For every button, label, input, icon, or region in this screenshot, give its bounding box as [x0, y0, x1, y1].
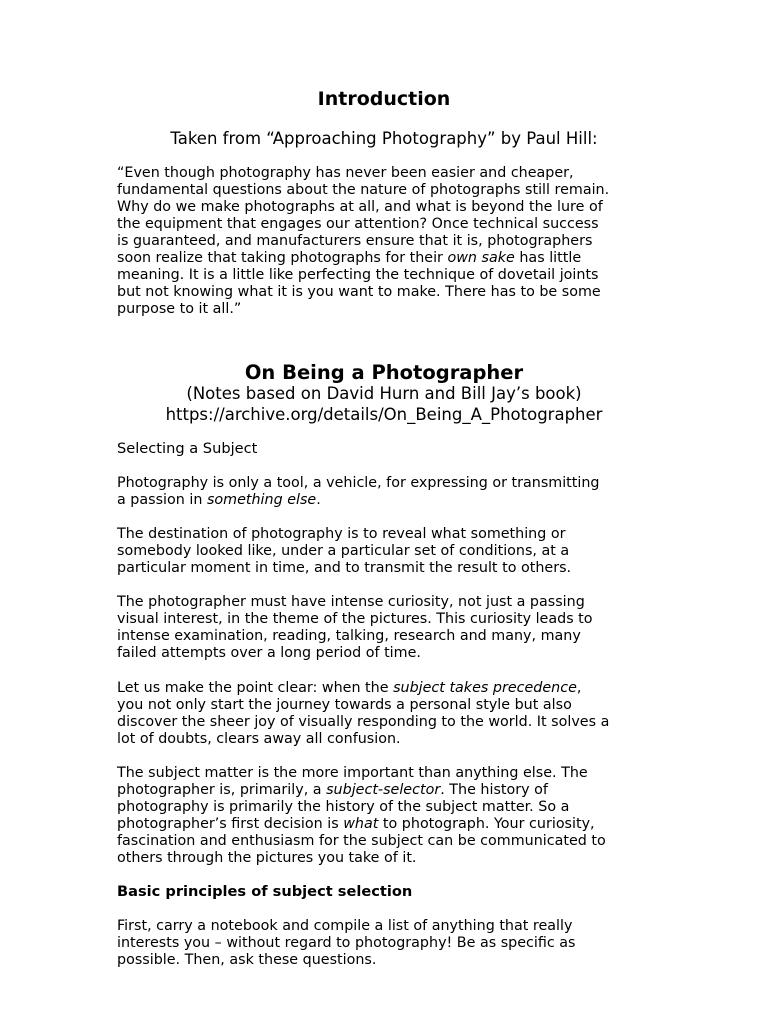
paragraph-line: you not only start the journey towards a personal style but also [117, 697, 572, 713]
paragraph-line: photography is primarily the history of the subject matter. So a [117, 799, 570, 815]
quote-text: has little [514, 250, 582, 266]
paragraph-line: The subject matter is the more important than anything else. The [117, 765, 588, 781]
paragraph-emphasis: subject takes precedence [393, 680, 577, 696]
quote-line: purpose to it all.” [117, 301, 242, 317]
introduction-heading: Introduction [317, 88, 451, 110]
paragraph-line: fascination and enthusiasm for the subject can be communicated to [117, 833, 606, 849]
paragraph-line: particular moment in time, and to transmit the result to others. [117, 560, 572, 576]
paragraph-text: Let us make the point clear: when the [117, 680, 394, 696]
quote-line: fundamental questions about the nature of photographs still remain. [117, 182, 610, 198]
paragraph-line: discover the sheer joy of visually responding to the world. It solves a [117, 714, 610, 730]
paragraph-line [117, 782, 606, 799]
quote-text: soon realize that taking photographs for their [117, 250, 448, 266]
paragraph-text: . The history of [440, 782, 548, 798]
quote-emphasis: own sake [447, 250, 515, 266]
quote-line: “Even though photography has never been easier and cheaper, [117, 165, 574, 181]
section-title: On Being a Photographer [244, 361, 524, 384]
paragraph-emphasis: what [343, 816, 379, 832]
paragraph-line: The destination of photography is to reveal what something or [117, 526, 566, 542]
paragraph-line: First, carry a notebook and compile a list of anything that really [117, 918, 573, 934]
section-notes: (Notes based on David Hurn and Bill Jay’s book) [186, 384, 582, 403]
paragraph-text: a passion in [117, 492, 207, 508]
paragraph-text: photographer is, primarily, a [117, 782, 327, 798]
paragraph-notebook [117, 918, 575, 969]
paragraph-line [117, 492, 600, 509]
paragraph-line: others through the pictures you take of it. [117, 850, 417, 866]
paragraph-line: lot of doubts, clears away all confusion. [117, 731, 401, 747]
paragraph-line [117, 816, 606, 833]
paragraph-line: interests you – without regard to photography! Be as specific as [117, 935, 576, 951]
paragraph-subject-matter [117, 765, 606, 867]
paragraph-line: somebody looked like, under a particular set of conditions, at a [117, 543, 570, 559]
selecting-subject-heading: Selecting a Subject [117, 440, 258, 457]
quote-line: the equipment that engages our attention? Once technical success [117, 216, 599, 232]
paragraph-destination [117, 526, 571, 577]
paragraph-text: to photograph. Your curiosity, [378, 816, 595, 832]
paragraph-line: Photography is only a tool, a vehicle, for expressing or transmitting [117, 475, 600, 491]
source-url: https://archive.org/details/On_Being_A_Photographer [165, 405, 603, 424]
paragraph-line: possible. Then, ask these questions. [117, 952, 377, 968]
paragraph-text: , [576, 680, 582, 696]
paragraph-curiosity [117, 594, 593, 662]
paragraph-emphasis: something else [206, 492, 317, 508]
paragraph-text: photographer’s first decision is [117, 816, 344, 832]
quote-line: meaning. It is a little like perfecting the technique of dovetail joints [117, 267, 599, 283]
paragraph-line: visual interest, in the theme of the pictures. This curiosity leads to [117, 611, 593, 627]
source-attribution: Taken from “Approaching Photography” by Paul Hill: [170, 129, 598, 148]
quote-line: but not knowing what it is you want to make. There has to be some [117, 284, 601, 300]
paragraph-line: The photographer must have intense curiosity, not just a passing [117, 594, 585, 610]
paragraph-line: intense examination, reading, talking, research and many, many [117, 628, 581, 644]
paragraph-text: . [316, 492, 321, 508]
paragraph-line [117, 680, 609, 697]
quote-line [117, 250, 609, 267]
quote-line: is guaranteed, and manufacturers ensure that it is, photographers [117, 233, 593, 249]
paragraph-precedence [117, 680, 609, 748]
paragraph-emphasis: subject-selector [326, 782, 441, 798]
paragraph-tool [117, 475, 600, 509]
quote-line: Why do we make photographs at all, and what is beyond the lure of [117, 199, 603, 215]
intro-quote [117, 165, 609, 318]
paragraph-line: failed attempts over a long period of time. [117, 645, 421, 661]
basic-principles-heading: Basic principles of subject selection [117, 883, 413, 900]
